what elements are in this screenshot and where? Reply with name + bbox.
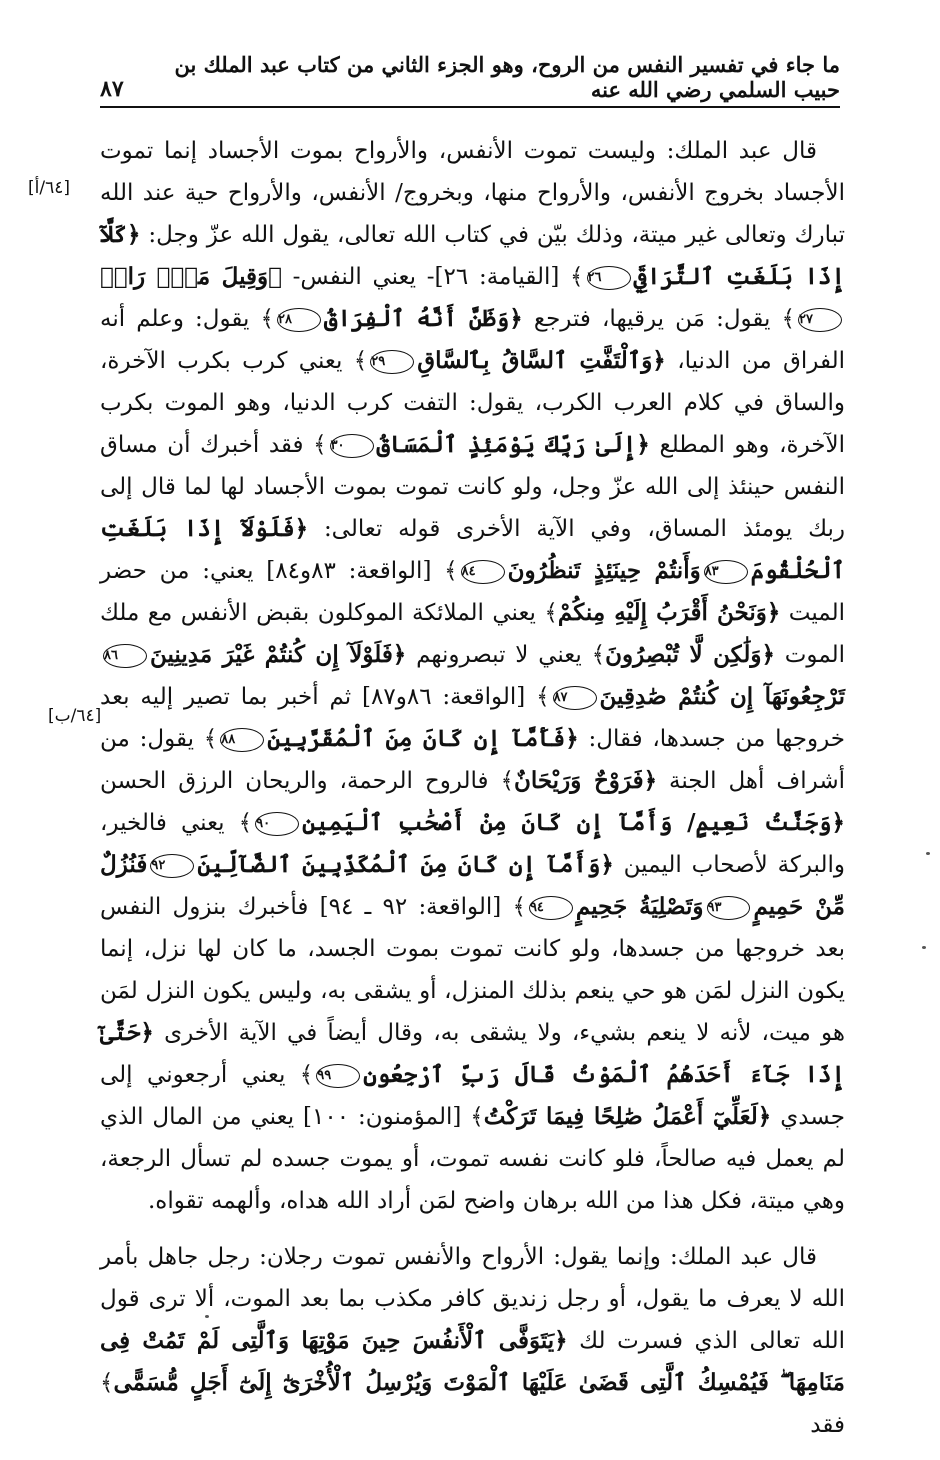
paragraph — [100, 1236, 845, 1446]
commentary-text: قال عبد الملك: وليست تموت الأنفس، والأرواح بموت الأجساد إنما تموت الأجساد بخروج الأنفس، والأرواح منها، وبخروج/ الأنفس، والأرواح حية عند الله تبارك وتعالى غير ميتة، وذلك بيّن في كتاب الله تعالى، يقول الله عزّ وجل: — [100, 138, 845, 248]
quran-verse: ﴿حَتَّىٰٓ إِذَا جَآءَ أَحَدَهُمُ ٱلْمَوْتُ قَالَ رَبِّ ٱرْجِعُونِ — [100, 1019, 845, 1088]
quran-verse: ﴿وَلَٰكِن لَّا تُبْصِرُونَ — [605, 641, 775, 668]
ayah-number-marker: ٩٣ — [707, 896, 751, 920]
commentary-text: ﴾ فقد أخبرك أن مساق النفس حينئذ إلى الله عزّ وجل، ولو كانت تموت بموت الأجساد لها لما قال إلى ربك يومئذ المساق، وفي الآية الأخرى قوله تعالى: — [100, 432, 845, 542]
ayah-number-marker: ٣٠ — [330, 434, 374, 458]
ayah-number-marker: ٨٣ — [704, 560, 748, 584]
ayah-number-marker: ٢٩ — [370, 350, 414, 374]
commentary-text: ﴾ يعني فالخير، والبركة لأصحاب اليمين — [100, 810, 846, 878]
commentary-text: ﴾ يعني الملائكة الموكلون بقبض الأنفس مع ملك الموت — [100, 600, 846, 668]
commentary-text: ﴾ يقول: وعلم أنه الفراق من الدنيا، — [100, 306, 846, 374]
commentary-text: ﴾ [المؤمنون: ١٠٠] يعني من المال الذي لم يعمل فيه صالحاً، فلو كانت نفسه تموت، أو يموت جسده لم تسأل الرجعة، وهي ميتة، فكل هذا من الله برهان واضح لمَن أراد الله هداه، وألهمه تقواه. — [100, 1104, 845, 1214]
commentary-text: ﴾ [الواقعة: ٨٦و٨٧] ثم أخبر بما تصير إليه بعد خروجها من جسدها، فقال: — [100, 684, 845, 752]
commentary-text: ﴾ [القيامة: ٢٦]- يعني النفس- — [281, 264, 584, 290]
quran-verse: ﴿فَلَوْلَآ إِن كُنتُمْ غَيْرَ مَدِينِينَ — [149, 641, 407, 668]
quran-verse: ﴿وَقِيلَ مَنْۜ رَاقٖ — [100, 263, 282, 290]
commentary-text: ﴾ يعني لا تبصرونهم — [406, 642, 606, 668]
quran-verse: فَنُزُلٌ مِّنْ حَمِيمٍ — [100, 851, 845, 920]
commentary-text: ﴾ يقول: مَن يرقيها، فترجع — [522, 306, 796, 332]
ayah-number-marker: ٨٦ — [103, 644, 147, 668]
commentary-text: ﴾ يعني أرجعوني إلى جسدي — [100, 1062, 845, 1130]
ayah-number-marker: ٢٧ — [798, 308, 842, 332]
quran-verse: ﴿لَعَلِّيٓ أَعْمَلُ صَٰلِحًا فِيمَا تَرَكْتُ — [483, 1103, 772, 1130]
ayah-number-marker: ٩٩ — [316, 1064, 360, 1088]
quran-verse: ﴿فَلَوْلَآ إِذَا بَلَغَتِ ٱلْحُلْقُومَ — [100, 515, 845, 584]
ayah-number-marker: ٨٤ — [461, 560, 505, 584]
quran-verse: ﴿وَنَحْنُ أَقْرَبُ إِلَيْهِ مِنكُمْ — [557, 599, 781, 626]
quran-verse: ﴿وَٱلْتَفَّتِ ٱلسَّاقُ بِٱلسَّاقِ — [417, 347, 666, 374]
commentary-text: ﴾ [الواقعة: ٨٣و٨٤] يعني: من حضر الميت — [100, 558, 845, 626]
quran-verse: وَأَنتُمْ حِينَئِذٍ تَنظُرُونَ — [507, 557, 701, 584]
folio-marker: [٦٤/ب] — [48, 706, 102, 726]
commentary-text: ﴾ يقول: من أشراف أهل الجنة — [100, 726, 845, 794]
page-header — [100, 52, 840, 108]
ayah-number-marker: ٨٨ — [220, 728, 264, 752]
page-number: ٨٧ — [100, 76, 124, 102]
paragraph — [100, 130, 845, 1222]
folio-marker: [٦٤/أ] — [28, 178, 70, 198]
commentary-text: قال عبد الملك: وإنما يقول: الأرواح والأنفس تموت رجلان: رجل جاهل بأمر الله لا يعرف ما يقول، أو رجل زنديق كافر مكذب بما بعد الموت، ألا ترى قول الله تعالى الذي فسرت لك — [100, 1244, 845, 1354]
quran-verse: ﴿إِلَىٰ رَبِّكَ يَوْمَئِذٍ ٱلْمَسَاقُ — [376, 431, 650, 458]
ayah-number-marker: ٩٢ — [150, 854, 194, 878]
quran-verse: ﴿يَتَوَفَّى ٱلْأَنفُسَ حِينَ مَوْتِهَا وَٱلَّتِى لَمْ تَمُتْ فِى مَنَامِهَا ۖ فَيُمْسِكُ ٱلَّتِى قَضَىٰ عَلَيْهَا ٱلْمَوْتَ وَيُرْسِلُ ٱلْأُخْرَىٰٓ إِلَىٰٓ أَجَلٍ مُّسَمًّى — [100, 1327, 845, 1396]
commentary-text: ﴾ يعني كرب بكرب الآخرة، والساق في كلام العرب الكرب، يقول: التفت كرب الدنيا، وهو الموت بكرب الآخرة، وهو المطلع — [100, 348, 845, 458]
commentary-text: ﴾ فالروح الرحمة، والريحان الرزق الحسن — [100, 768, 514, 794]
ayah-number-marker: ٩٤ — [529, 896, 573, 920]
quran-verse: ﴿وَظَنَّ أَنَّهُ ٱلْفِرَاقُ — [323, 305, 523, 332]
quran-verse: ﴿فَأَمَّآ إِن كَانَ مِنَ ٱلْمُقَرَّبِينَ — [267, 725, 579, 752]
ayah-number-marker: ٩٠ — [255, 812, 299, 836]
ayah-number-marker: ٨٧ — [553, 686, 597, 710]
quran-verse: ﴿وَجَنَّتُ نَعِيمٍ/ وَأَمَّآ إِن كَانَ مِنْ أَصْحَٰبِ ٱلْيَمِينِ — [302, 809, 845, 836]
scan-speck — [922, 946, 926, 949]
scan-speck — [205, 1315, 209, 1318]
running-title: ما جاء في تفسير النفس من الروح، وهو الجزء الثاني من كتاب عبد الملك بن حبيب السلمي رضي الله عنه — [174, 52, 840, 102]
commentary-text: ﴾ فقد — [100, 1370, 845, 1438]
scan-speck — [926, 852, 930, 855]
commentary-text: ﴾ [الواقعة: ٩٢ ـ ٩٤] فأخبرك بنزول النفس بعد خروجها من جسدها، ولو كانت تموت بموت الجسد، ما كان لها نزل، إنما يكون النزل لمَن هو حي ينعم بذلك المنزل، أو يشقى به، وليس يكون النزل لمَن هو ميت، لأنه لا ينعم بشيء، ولا يشقى به، وقال أيضاً في الآية الأخرى — [100, 894, 845, 1046]
quran-verse: ﴿وَأَمَّآ إِن كَانَ مِنَ ٱلْمُكَذِّبِينَ ٱلضَّآلِّينَ — [197, 851, 614, 878]
quran-verse: تَرْجِعُونَهَآ إِن كُنتُمْ صَٰدِقِينَ — [599, 683, 845, 710]
ayah-number-marker: ٢٨ — [277, 308, 321, 332]
quran-verse: ﴿فَرَوْحٌ وَرَيْحَانٌ — [513, 767, 658, 794]
quran-verse: ﴿كَلَّآ إِذَا بَلَغَتِ ٱلتَّرَاقِيَ — [100, 221, 846, 290]
page-body — [100, 130, 845, 1460]
quran-verse: وَتَصْلِيَةُ جَحِيمٍ — [575, 893, 704, 920]
ayah-number-marker: ٢٦ — [587, 266, 631, 290]
